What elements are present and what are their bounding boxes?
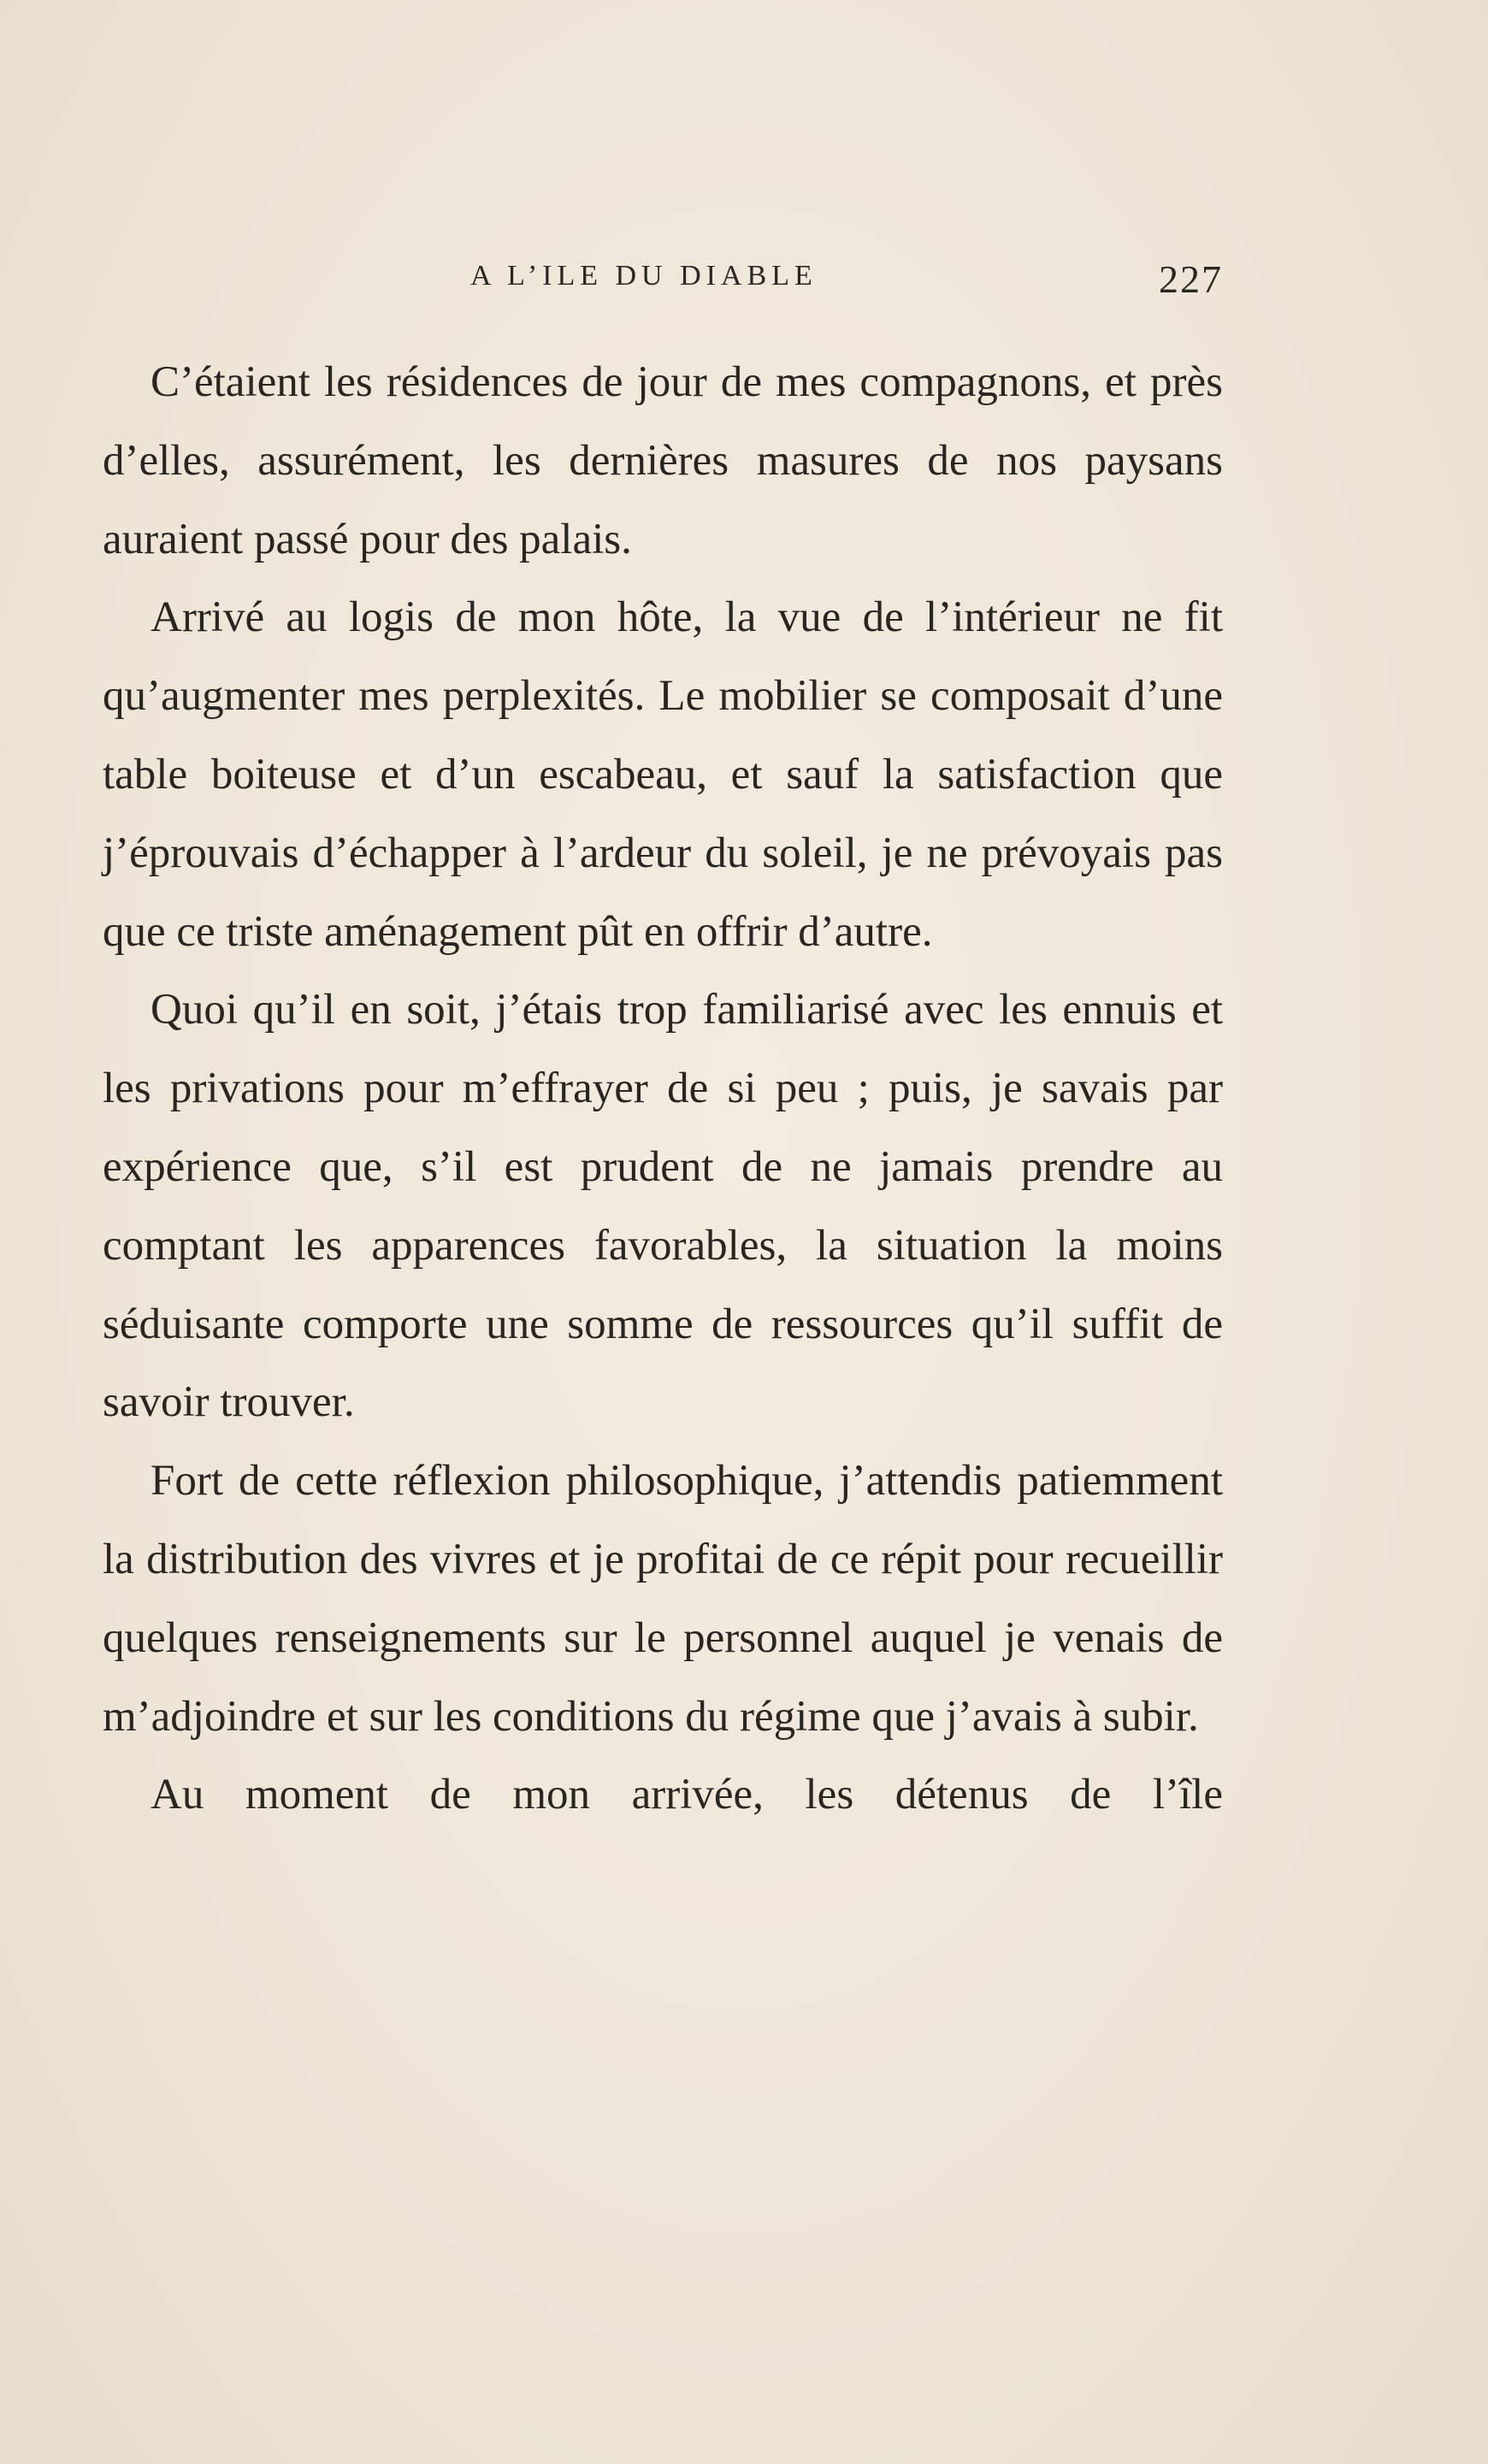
page-number: 227 bbox=[1159, 257, 1223, 301]
running-title: A L’ILE DU DIABLE bbox=[470, 260, 818, 292]
paragraph-2: Arrivé au logis de mon hôte, la vue de l’intérieur ne fit qu’augmenter mes perplexités. Le mobilier se composait d’une table boiteuse et d’un escabeau, et sauf la satisfaction que j’éprouvais d’échapper à l’ardeur du soleil, je ne prévoyais pas que ce triste aménagement pût en offrir d’autre. bbox=[103, 593, 1223, 956]
paragraph-3: Quoi qu’il en soit, j’étais trop familiarisé avec les ennuis et les privations pour m’effrayer de si peu ; puis, je savais par expérience que, s’il est prudent de ne jamais prendre au comptant les apparences favorables, la situation la moins séduisante comporte une somme de ressources qu’il suffit de savoir trouver. bbox=[103, 986, 1223, 1427]
body-text bbox=[103, 344, 1223, 1835]
running-head bbox=[103, 256, 1223, 308]
paragraph-4: Fort de cette réflexion philosophique, j’attendis patiemment la distribution des vivres et je profitai de ce répit pour recueillir quelques renseignements sur le personnel auquel je venais de m’adjoindre et sur les conditions du régime que j’avais à subir. bbox=[103, 1457, 1223, 1741]
paragraph-1: C’étaient les résidences de jour de mes compagnons, et près d’elles, assurément, les dernières masures de nos paysans auraient passé pour des palais. bbox=[103, 358, 1223, 563]
paragraph-5: Au moment de mon arrivée, les détenus de l’île bbox=[151, 1771, 1223, 1819]
